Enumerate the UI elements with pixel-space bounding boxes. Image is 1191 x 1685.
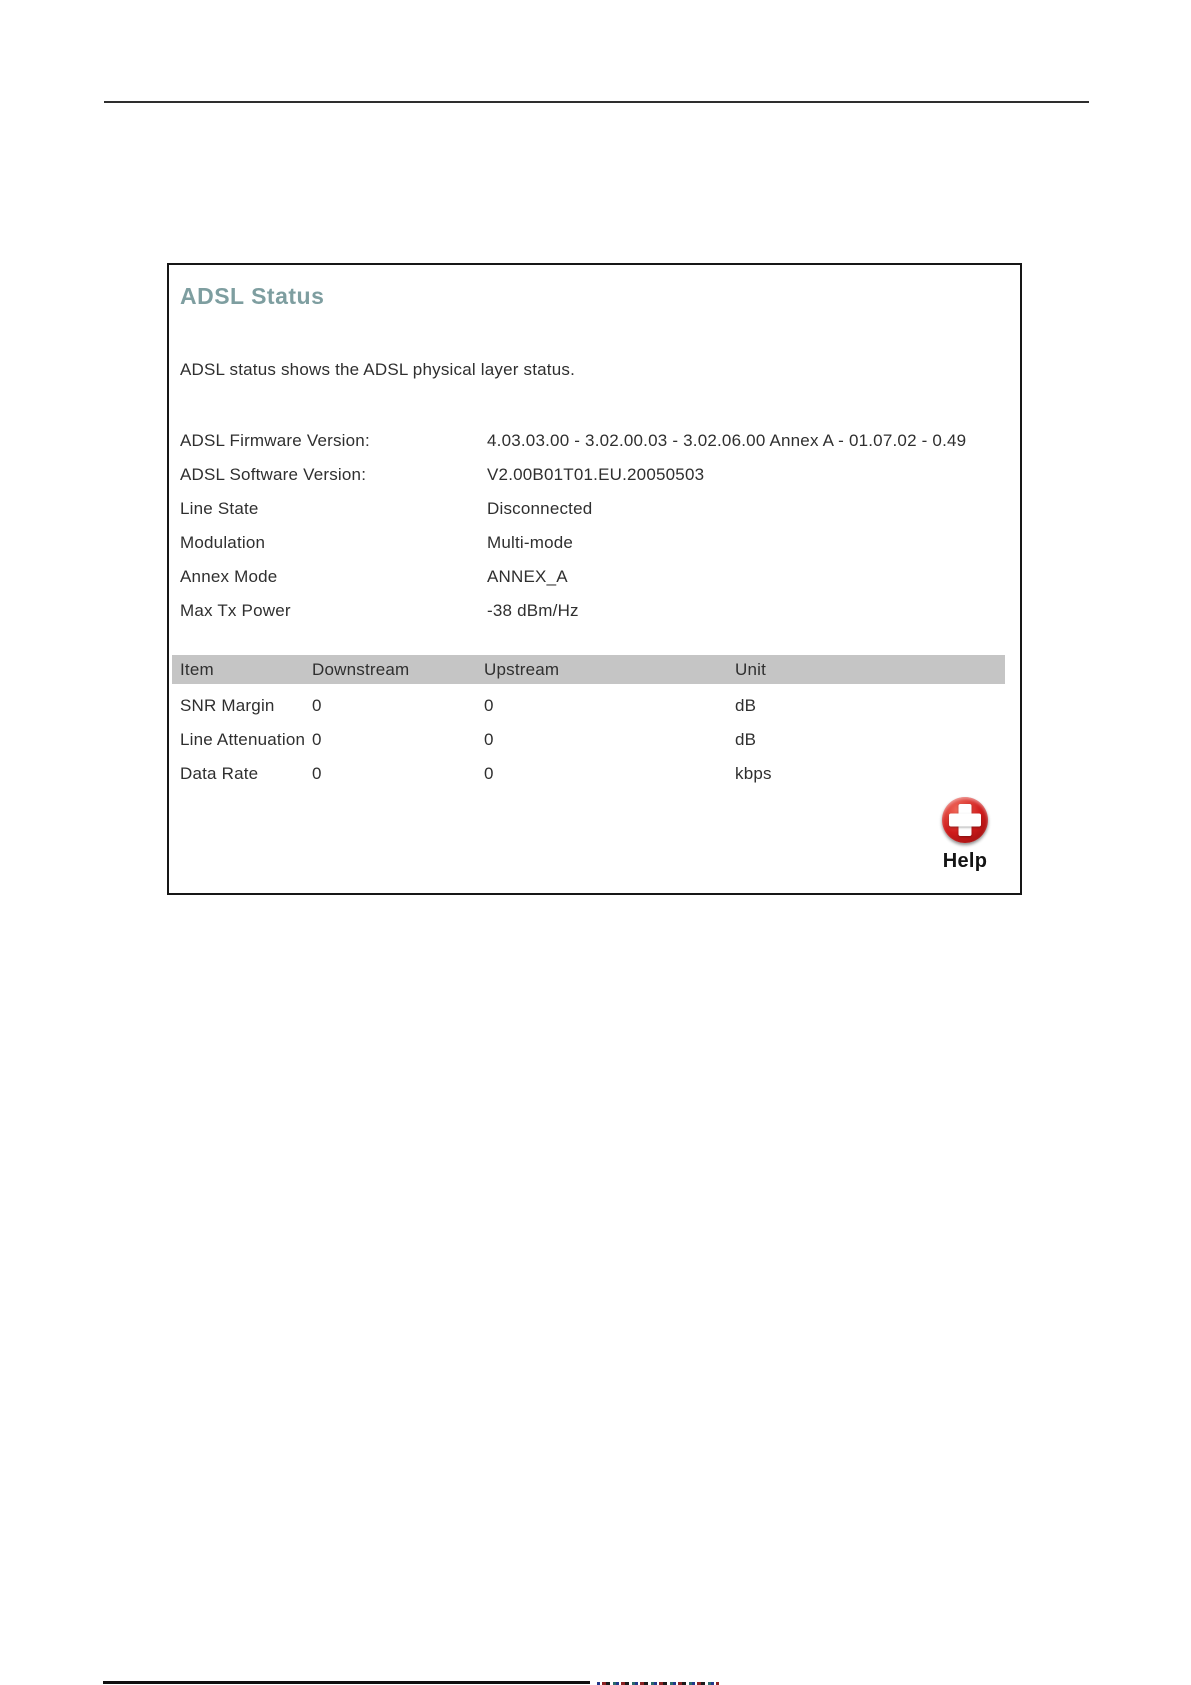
- page-footer-rule-partial: [103, 1681, 590, 1684]
- info-label: Modulation: [180, 533, 266, 552]
- info-row-modulation: [180, 532, 1010, 566]
- info-value: Disconnected: [487, 499, 593, 518]
- info-value: Multi-mode: [487, 533, 574, 552]
- info-row-annex-mode: [180, 566, 1010, 600]
- col-header-unit: Unit: [735, 660, 767, 679]
- cell-item: Data Rate: [180, 764, 259, 783]
- cell-downstream: 0: [312, 730, 322, 749]
- info-value: V2.00B01T01.EU.20050503: [487, 465, 705, 484]
- table-body: [172, 689, 1005, 791]
- cell-unit: dB: [735, 730, 757, 749]
- table-row-snr-margin: [172, 689, 1005, 723]
- info-row-software-version: [180, 464, 1010, 498]
- help-button[interactable]: [926, 797, 1004, 873]
- info-value: -38 dBm/Hz: [487, 601, 579, 620]
- info-row-firmware-version: [180, 430, 1010, 464]
- panel-title: ADSL Status: [180, 283, 325, 309]
- info-value: ANNEX_A: [487, 567, 568, 586]
- help-plus-icon: [942, 797, 988, 843]
- cell-downstream: 0: [312, 696, 322, 715]
- cell-downstream: 0: [312, 764, 322, 783]
- cell-unit: kbps: [735, 764, 772, 783]
- cell-upstream: 0: [484, 764, 494, 783]
- adsl-info-list: [180, 430, 1010, 634]
- panel-description: ADSL status shows the ADSL physical layer status.: [180, 360, 575, 379]
- info-label: ADSL Firmware Version:: [180, 431, 370, 450]
- info-label: Line State: [180, 499, 259, 518]
- cell-unit: dB: [735, 696, 757, 715]
- info-value: 4.03.03.00 - 3.02.00.03 - 3.02.06.00 Annex A - 01.07.02 - 0.49: [487, 431, 967, 450]
- page-header-rule: [104, 101, 1089, 103]
- table-row-data-rate: [172, 757, 1005, 791]
- cell-upstream: 0: [484, 696, 494, 715]
- col-header-upstream: Upstream: [484, 660, 560, 679]
- col-header-item: Item: [180, 660, 214, 679]
- adsl-stats-table: [172, 655, 1005, 791]
- info-row-line-state: [180, 498, 1010, 532]
- info-label: Max Tx Power: [180, 601, 291, 620]
- info-label: Annex Mode: [180, 567, 278, 586]
- cell-upstream: 0: [484, 730, 494, 749]
- help-button-label: Help: [942, 850, 988, 872]
- info-row-max-tx-power: [180, 600, 1010, 634]
- adsl-status-panel: [167, 263, 1022, 895]
- cell-item: Line Attenuation: [180, 730, 306, 749]
- cell-item: SNR Margin: [180, 696, 275, 715]
- table-row-line-attenuation: [172, 723, 1005, 757]
- info-label: ADSL Software Version:: [180, 465, 367, 484]
- table-header-row: [172, 655, 1005, 684]
- col-header-downstream: Downstream: [312, 660, 410, 679]
